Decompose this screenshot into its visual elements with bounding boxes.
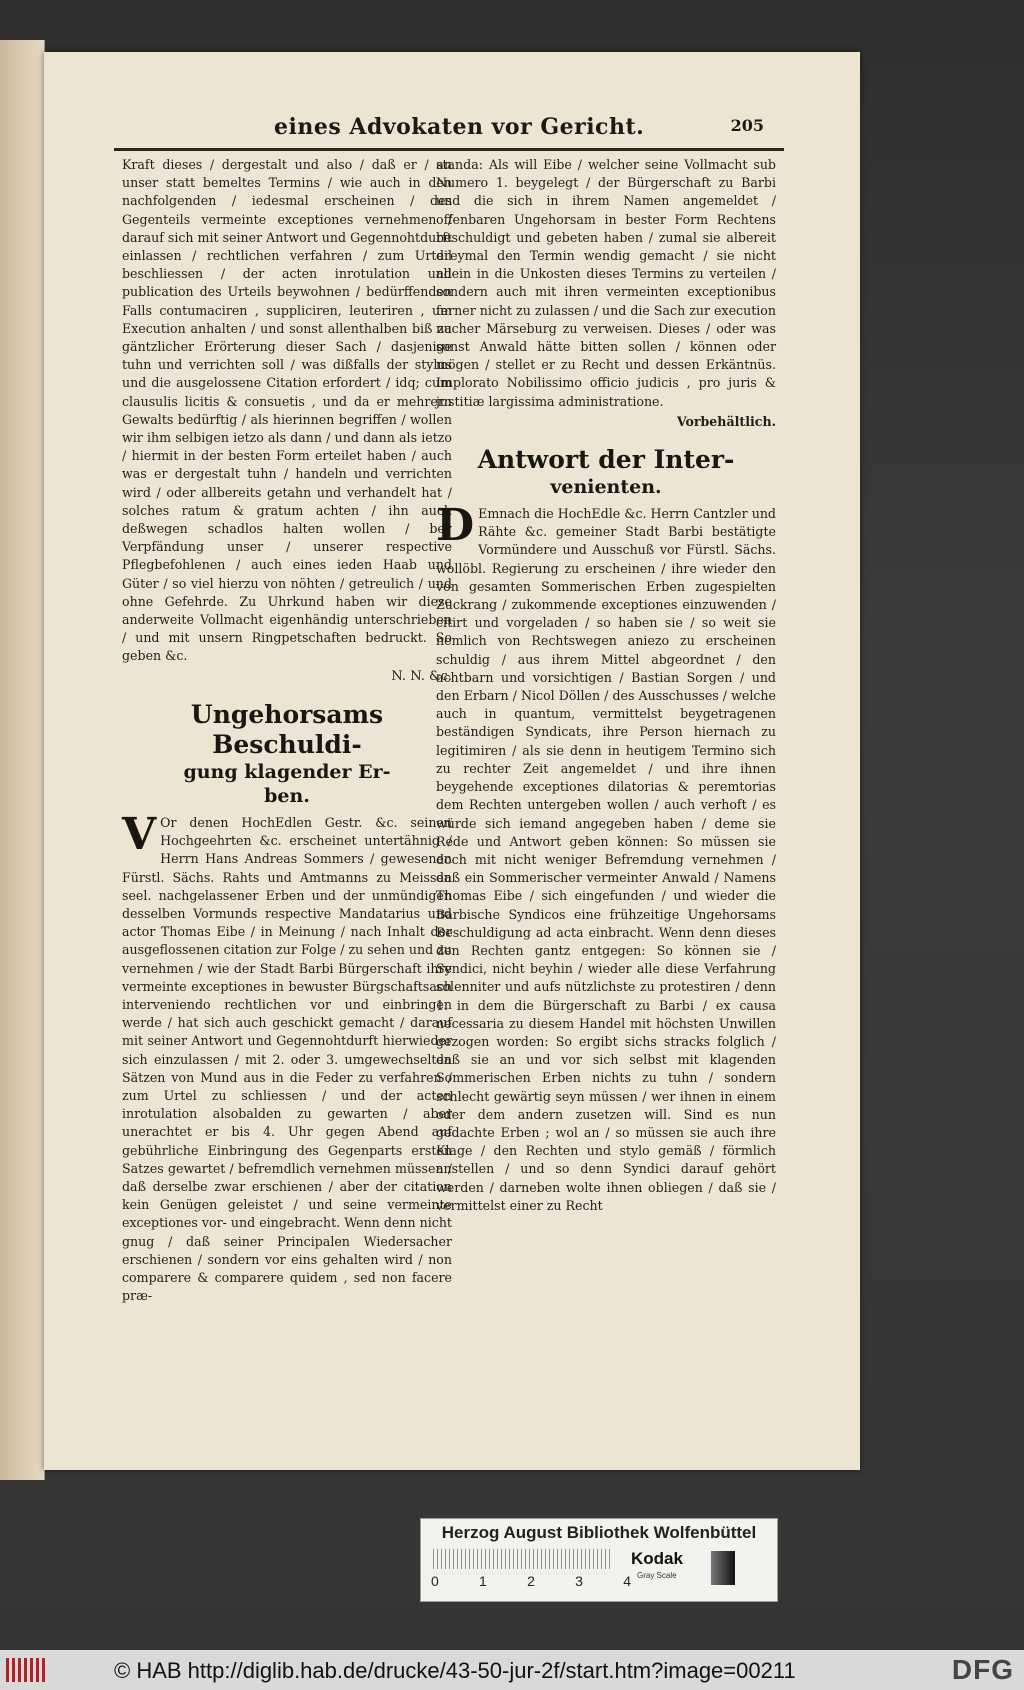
- ruler-number: 4: [623, 1573, 631, 1589]
- ruler-number: 1: [479, 1573, 487, 1589]
- left-column: [122, 156, 452, 1305]
- color-reference-card: [420, 1518, 778, 1602]
- dropcap: D: [436, 500, 475, 552]
- heading-line: Antwort der Inter-: [477, 445, 735, 475]
- nn-signature: N. N. &c.: [391, 668, 452, 684]
- gray-scale-label: Gray Scale: [637, 1571, 677, 1580]
- right-section-heading: [436, 445, 776, 499]
- heading-line: Ungehorsams Beschuldi-: [190, 699, 384, 759]
- ruler-scale: [433, 1549, 613, 1569]
- ruler-numbers: [431, 1573, 631, 1589]
- signoff: Vorbehältlich.: [676, 413, 776, 429]
- right-paragraph-1: standa: Als will Eibe / welcher seine Vollmacht sub Numero 1. beygelegt / der Bürgerschaft zu Barbi und die sich in ihrem Namen angemeldet / offenbaren Ungehorsam in bester Form Rechtens beschuldigt und gebeten haben / zumal sie albereit dreymal den Termin wendig gemacht / sie nicht allein in die Unkosten dieses Termins zu verteilen / sondern auch mit ihren vermeinten exceptionibus ferner nicht zu zulassen / und die Sach zur execution nacher Märseburg zu verweisen. Dieses / oder was sonst Anwald hätte bitten sollen / können oder mögen / stellet er zu Recht und dessen Erkäntnüs. Implorato Nobilissimo officio judicis , pro juris & justitiæ largissima administratione.: [436, 157, 776, 409]
- running-title: eines Advokaten vor Gericht.: [274, 114, 645, 140]
- ruler-number: 0: [431, 1573, 439, 1589]
- dfg-logo: DFG: [951, 1654, 1014, 1685]
- right-paragraph-2-text: Emnach die HochEdle &c. Herrn Cantzler und Rähte &c. gemeiner Stadt Barbi bestätigte Vormündere und Ausschuß vor Fürstl. Sächs. wollöbl. Regierung zu erscheinen / ihre wieder den von gesamten Sommerischen Erben zugespielten Zuckrang / zukommende exceptiones einzuwenden / citirt und vorgeladen / so haben sie / so weit sie nemlich von Rechtswegen aniezo zu erscheinen schuldig / aus ihrem Mittel abgeordnet / den achtbarn und vorsichtigen / Bastian Sorgen / und den Erbarn / Nicol Döllen / des Ausschusses / welche auch in quantum, vermittelst beygetragenen beständigen Syndicats, ihre Person hiernach zu legitimiren / als sie denn in heutigem Termino sich zu rechter Zeit angemeldet / und ihre ihnen beygehende exceptiones dilatorias & peremtorias dem Rechten untergeben wollen / auch verhoft / es würde sich iemand angegeben haben / deme sie Rede und Antwort geben können: So müssen sie doch mit nicht weniger Befremdung vernehmen / daß ein Sommerischer vermeinter Anwald / Namens Thomas Eibe / sich eingefunden / und wieder die Barbische Syndicos eine frühzeitige Ungehorsams Beschuldigung ad acta einbracht. Wenn denn dieses den Rechten gantz entgegen: So können sie / Syndici, nicht beyhin / wieder alle diese Verfahrung solenniter und aufs nützlichste zu protestiren / denn 1. in dem die Bürgerschaft zu Barbi / ex causa necessaria zu diesem Handel mit höchsten Unwillen gezogen worden: So ergibt sichs stracks folglich / daß sie an und vor sich selbst mit klagenden Sommerischen Erben nichts zu tuhn / sondern schlecht gewärtig seyn müssen / wer ihnen in einem oder dem andern zusetzen will. Sind es nun gedachte Erben ; wol an / so müssen sie auch ihre Klage / den Rechten und stylo gemäß / förmlich anstellen / und so denn Syndici darauf gehört werden / darneben wolte ihnen obliegen / daß sie / vermittelst einer zu Recht: [436, 506, 776, 1213]
- heading-line: ben.: [264, 784, 310, 807]
- page-number: 205: [730, 116, 764, 135]
- kodak-brand: Kodak: [631, 1549, 683, 1568]
- right-column: [436, 156, 776, 1215]
- dropcap: V: [122, 808, 157, 860]
- book-page: [44, 52, 860, 1470]
- left-paragraph-2-text: Or denen HochEdlen Gestr. &c. seinen Hochgeehrten &c. erscheinet untertähnig / Herrn Hans Andreas Sommers / gewesenen Fürstl. Sächs. Rahts und Amtmanns zu Meissen seel. nachgelassener Erben und der unmündigen desselben Vormunds respective Mandatarius und actor Thomas Eibe / in Meinung / nach Inhalt der ausgeflossenen citation zur Folge / zu sehen und zu vernehmen / wie der Stadt Barbi Bürgerschaft ihre vermeinte exceptiones in bewuster Bürgschaftsach interveniendo rechtlichen vor und einbringen werde / hat sich auch geschickt gemacht / darauf mit seiner Antwort und Gegennohtdurft hierwieder sich einzulassen / mit 2. oder 3. umgewechselten Sätzen von Mund aus in die Feder zu verfahren / zum Urtel zu schliessen / und der acten inrotulation alsobalden zu gewarten / aber unerachtet er bis 4. Uhr gegen Abend auf gebührliche Einbringung des Gegenparts ersten Satzes gewartet / befremdlich vernehmen müssen / daß derselbe zwar erschienen / aber der citation kein Genügen geleistet / und seine vermeinte exceptiones vor- und eingebracht. Wenn denn nicht gnug / daß seiner Principalen Wiedersacher erschienen / sondern vor eins gehalten wird / non comparere & comparere quidem , sed non facere præ-: [122, 814, 452, 1304]
- hab-logo-icon: [6, 1658, 46, 1682]
- heading-line: gung klagender Er-: [183, 760, 391, 783]
- left-paragraph-1: Kraft dieses / dergestalt und also / daß er / an unser statt bemeltes Termins / wie auch in den nachfolgenden / iedesmal erscheinen / des Gegenteils vermeinte exceptiones vernehmen / darauf sich mit seiner Antwort und Gegennohtdurft einlassen / rechtlichen verfahren / zum Urteil beschliessen / der acten inrotulation und publication des Urteils beywohnen / bedürffenden Falls contumaciren , suppliciren, leuteriren , um Execution anhalten / und sonst allenthalben biß zu gäntzlicher Erörterung dieser Sach / dasjenige tuhn und verrichten soll / was dißfalls der stylus und die ausgelossene Citation erfordert / idq; cum clausulis licitis & consuetis , und da er mehrern Gewalts bedürftig / als hierinnen begriffen / wollen wir ihm selbigen ietzo als dann / und dann als ietzo / hiermit in der besten Form erteilet haben / auch was er dergestalt tuhn / handeln und verrichten wird / oder allbereits getahn und verhandelt hat / solches ratum & gratum achten / ihn auch deßwegen schadlos halten wollen / bey Verpfändung unser / unserer respective Pflegbefohlenen / auch eines ieden Haab und Güter / so viel hierzu von nöhten / getreulich / und ohne Gefehrde. Zu Uhrkund haben wir diese anderweite Vollmacht eigenhändig unterschrieben / und mit unsern Ringpetschaften bedruckt. So geben &c.: [122, 157, 453, 664]
- library-name: Herzog August Bibliothek Wolfenbüttel: [441, 1523, 757, 1542]
- footer-bar: [0, 1650, 1024, 1690]
- heading-line: venienten.: [550, 476, 662, 499]
- ruler-number: 2: [527, 1573, 535, 1589]
- left-section-heading: [122, 700, 452, 808]
- previous-page-edge: [0, 40, 45, 1480]
- right-paragraph-2: [436, 500, 776, 1215]
- running-head: [114, 114, 784, 151]
- ruler-number: 3: [575, 1573, 583, 1589]
- gray-swatch: [711, 1551, 735, 1585]
- left-paragraph-2: [122, 808, 452, 1305]
- footer-link[interactable]: © HAB http://diglib.hab.de/drucke/43-50-jur-2f/start.htm?image=00211: [114, 1658, 796, 1683]
